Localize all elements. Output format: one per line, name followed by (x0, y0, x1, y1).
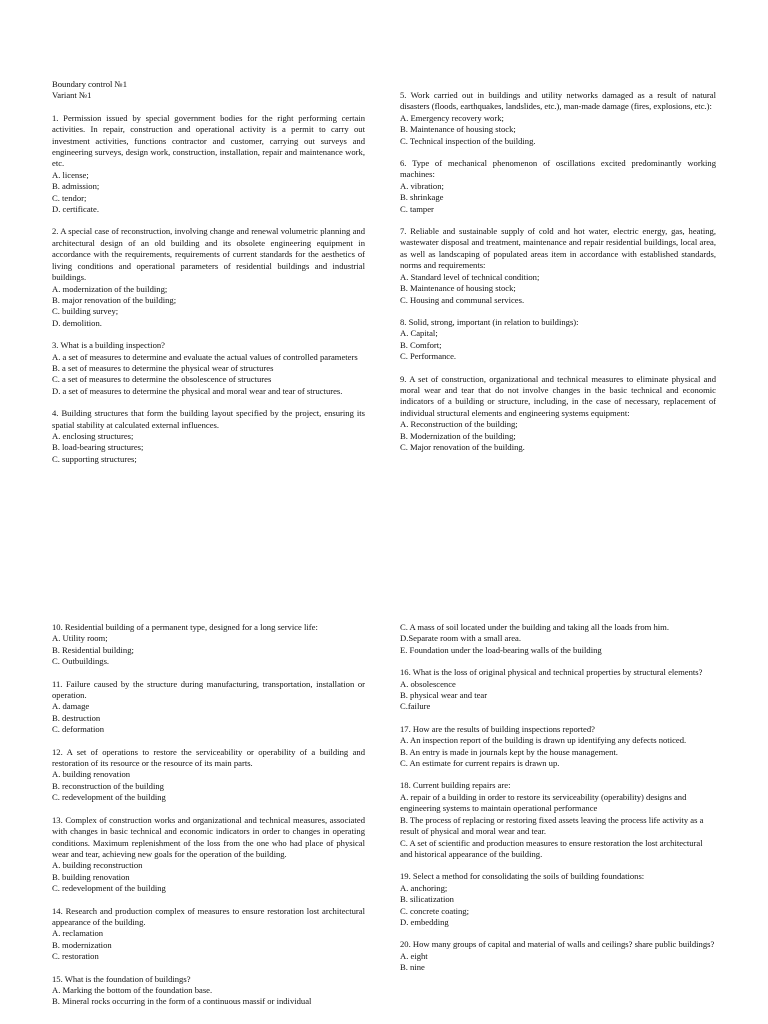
question-option: B. The process of replacing or restoring fixed assets leaving the process life activity as a result of physical and moral wear and tear. (400, 814, 704, 837)
question-option: A. repair of a building in order to restore its serviceability (operability) designs and engineering systems to maintain operational performance (400, 791, 687, 814)
question-block (400, 724, 716, 770)
question-option: A. license; (52, 169, 89, 180)
question-block (400, 374, 716, 454)
question-option: A. vibration; (400, 180, 444, 191)
question-option: D. a set of measures to determine the physical and moral wear and tear of structures. (52, 385, 343, 396)
question-block (52, 622, 365, 668)
question-option: A. Utility room; (52, 633, 108, 644)
question-text: 8. Solid, strong, important (in relation to buildings): (400, 316, 579, 327)
question-option: B. Residential building; (52, 644, 134, 655)
question-option: C. building survey; (52, 306, 119, 317)
question-option: A. building reconstruction (52, 860, 143, 871)
column-bottom-right (400, 622, 716, 985)
question-option: C.failure (400, 701, 431, 712)
question-text: 3. What is a building inspection? (52, 340, 165, 351)
question-option: C. A set of scientific and production measures to ensure restoration the lost architectural and historical appearance of the building. (400, 837, 703, 859)
question-option: A. An inspection report of the building is drawn up identifying any defects noticed. (400, 735, 687, 746)
question-option: B. Mineral rocks occurring in the form of a continuous massif or individual (52, 996, 312, 1007)
question-option: C. tendor; (52, 192, 87, 203)
question-text: 9. A set of construction, organizational and technical measures to eliminate physical and moral wear and tear that do not involve changes in the basic technical and economic indicators of a building or structure, including, in the case of necessary, replacement of individual structural elements and engineering systems equipment: (400, 373, 716, 418)
question-option: A. Marking the bottom of the foundation base. (52, 984, 213, 995)
question-text: 6. Type of mechanical phenomenon of oscillations excited predominantly working machines: (400, 158, 716, 180)
question-option: C. restoration (52, 951, 99, 962)
question-option: C. a set of measures to determine the obsolescence of structures (52, 374, 272, 385)
question-option: A. Standard level of technical condition; (400, 271, 540, 282)
question-text: 12. A set of operations to restore the serviceability or operability of a building and restoration of its resource or the resource of its main parts. (52, 746, 365, 769)
question-option: B. shrinkage (400, 192, 444, 203)
question-block (400, 780, 716, 860)
question-option: A. reclamation (52, 928, 104, 939)
question-block (52, 747, 365, 804)
question-text: 10. Residential building of a permanent type, designed for a long service life: (52, 622, 318, 632)
question-block (400, 317, 716, 363)
question-option: C. Major renovation of the building. (400, 441, 525, 452)
question-block (400, 226, 716, 306)
question-text: 4. Building structures that form the building layout specified by the project, ensuring its spatial stability at calculated external influences. (52, 408, 365, 430)
question-option: D. embedding (400, 916, 449, 927)
question-option: D.Separate room with a small area. (400, 633, 521, 644)
question-text: 5. Work carried out in buildings and utility networks damaged as a result of natural disasters (floods, earthquakes, landslides, etc.), man-made damage (fires, explosions, etc.): (400, 90, 716, 112)
question-text: 11. Failure caused by the structure during manufacturing, transportation, installation or operation. (52, 678, 365, 701)
question-option: A. eight (400, 950, 428, 961)
question-option: B. silicatization (400, 894, 454, 905)
document-title: Boundary control №1 (52, 79, 128, 89)
question-option: B. modernization (52, 939, 112, 950)
question-option: A. obsolescence (400, 678, 456, 689)
question-block (52, 815, 365, 895)
question-block (400, 871, 716, 928)
question-option: B. building renovation (52, 871, 130, 882)
question-option: D. demolition. (52, 317, 102, 328)
question-option: B. Modernization of the building; (400, 430, 516, 441)
question-option: A. Emergency recovery work; (400, 112, 504, 123)
question-option: A. modernization of the building; (52, 283, 168, 294)
question-option: B. Comfort; (400, 339, 442, 350)
column-top-left (52, 79, 365, 476)
question-15-continuation (400, 622, 716, 656)
question-block (52, 408, 365, 465)
question-block (52, 113, 365, 216)
question-option: D. certificate. (52, 204, 99, 215)
question-option: A. damage (52, 701, 90, 712)
question-option: C. Housing and communal services. (400, 294, 525, 305)
question-text: 18. Current building repairs are: (400, 780, 511, 791)
question-option: C. concrete coating; (400, 905, 469, 916)
question-option: A. Reconstruction of the building; (400, 419, 518, 430)
question-text: 7. Reliable and sustainable supply of cold and hot water, electric energy, gas, heating, wastewater disposal and treatment, maintenance and repair residential buildings, local area, as well as landscaping of populated areas item in accordance with established standards, norms and requirements: (400, 226, 716, 271)
question-block (400, 667, 716, 713)
column-top-right (400, 90, 716, 464)
question-option: C. redevelopment of the building (52, 792, 166, 803)
question-option: B. admission; (52, 181, 100, 192)
question-option: A. anchoring; (400, 882, 448, 893)
question-option: E. Foundation under the load-bearing walls of the building (400, 644, 602, 655)
question-option: B. Maintenance of housing stock; (400, 283, 516, 294)
question-option: C. tamper (400, 203, 434, 214)
question-text: 15. What is the foundation of buildings? (52, 973, 191, 984)
question-option: B. reconstruction of the building (52, 780, 164, 791)
question-option: C. Performance. (400, 351, 457, 362)
question-option: B. physical wear and tear (400, 690, 488, 701)
question-option: B. Maintenance of housing stock; (400, 124, 516, 135)
question-block (52, 974, 365, 1008)
question-option: C. Technical inspection of the building. (400, 135, 536, 146)
question-text: 19. Select a method for consolidating the soils of building foundations: (400, 871, 645, 882)
question-option: B. load-bearing structures; (52, 442, 144, 453)
question-option: C. supporting structures; (52, 453, 137, 464)
question-block (400, 90, 716, 147)
question-text: 20. How many groups of capital and material of walls and ceilings? share public buildings? (400, 939, 715, 950)
question-option: C. An estimate for current repairs is drawn up. (400, 758, 560, 769)
question-option: A. building renovation (52, 769, 131, 780)
document-variant: Variant №1 (52, 90, 92, 101)
question-option: B. major renovation of the building; (52, 294, 177, 305)
question-option: C. Outbuildings. (52, 656, 110, 667)
question-text: 17. How are the results of building inspections reported? (400, 723, 595, 734)
question-option: A. enclosing structures; (52, 430, 134, 441)
question-option: B. destruction (52, 712, 101, 723)
question-text: 16. What is the loss of original physical and technical properties by structural elements? (400, 667, 703, 678)
question-option: C. deformation (52, 724, 105, 735)
question-text: 14. Research and production complex of measures to ensure restoration lost architectural appearance of the building. (52, 905, 365, 927)
question-option: B. nine (400, 962, 425, 973)
question-option: A. a set of measures to determine and evaluate the actual values of controlled parameters (52, 351, 358, 362)
question-block (52, 679, 365, 736)
question-option: B. a set of measures to determine the physical wear of structures (52, 362, 274, 373)
question-option: A. Capital; (400, 328, 438, 339)
question-option: B. An entry is made in journals kept by the house management. (400, 746, 618, 757)
question-block (52, 226, 365, 329)
question-text: 13. Complex of construction works and organizational and technical measures, associated with changes in basic technical and economic indicators in order to changes in operating conditions. Maximum replenishment of the loss from the one who had place of physical wear and tear, achieving new goals for the operation of the building. (52, 814, 365, 859)
question-block (52, 340, 365, 397)
document-header (52, 79, 365, 102)
question-block (400, 158, 716, 215)
question-block (400, 939, 716, 973)
question-option: C. redevelopment of the building (52, 883, 166, 894)
question-text: 1. Permission issued by special government bodies for the right performing certain activities. In repair, construction and operational activity is a permit to carry out investment activities, functions contractor and customer, carrying out surveys and engineering surveys, design work, construction, installation, repair and maintenance work, etc. (52, 112, 365, 169)
column-bottom-left (52, 622, 365, 1019)
question-option: C. A mass of soil located under the building and taking all the loads from him. (400, 622, 669, 632)
question-text: 2. A special case of reconstruction, involving change and renewal volumetric planning and architectural design of an old building and its obsolete engineering equipment in accordance with the requirements, requirements of current standards for the aesthetics of living conditions and operational parameters of residential buildings and industrial buildings. (52, 226, 365, 283)
question-block (52, 906, 365, 963)
